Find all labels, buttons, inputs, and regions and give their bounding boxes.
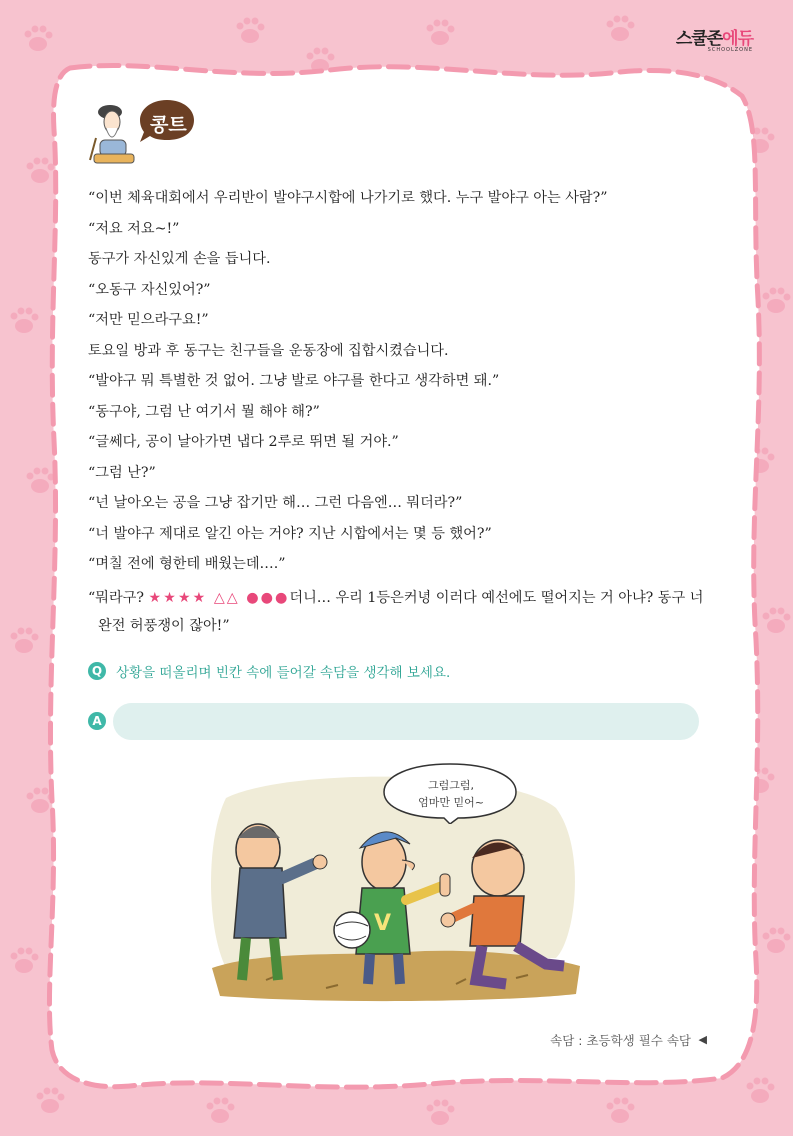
answer-marker: A [88, 712, 106, 730]
footer-caption: 속담 : 초등학생 필수 속담 [550, 1033, 691, 1048]
brand-subname: SCHOOLZONE [707, 47, 753, 53]
story-line: 동구가 자신있게 손을 듭니다. [88, 251, 271, 267]
story-line: “글쎄다, 공이 날아가면 냅다 2루로 뛰면 될 거야.” [88, 434, 399, 450]
question-marker: Q [88, 662, 106, 680]
svg-text:V: V [374, 911, 392, 936]
triangle-left-icon: ◀ [698, 1033, 707, 1046]
brand-name: 스쿨존 [675, 29, 723, 49]
question-text: 상황을 떠올리며 빈칸 속에 들어갈 속담을 생각해 보세요. [116, 665, 451, 681]
story-line: “이번 체육대회에서 우리반이 발야구시합에 나가기로 했다. 누구 발야구 아는 사람?” [88, 190, 608, 206]
answer-input[interactable] [113, 703, 699, 740]
story-last-end: 더니… 우리 1등은커녕 이러다 예선에도 떨어지는 거 아냐? 동구 너 완전 허풍쟁이 잖아!” [98, 589, 704, 634]
story-text [88, 183, 713, 640]
story-line: “저요 저요~!” [88, 220, 180, 237]
badge-label: 콩트 [150, 114, 187, 136]
story-line-last [88, 584, 713, 640]
blank-symbols: ★★★★ △△ ●●● [148, 589, 290, 606]
story-line: “넌 날아오는 공을 그냥 잡기만 해… 그런 다음엔… 뭐더라?” [88, 495, 463, 511]
question-row [88, 661, 450, 681]
story-line: “발야구 뭐 특별한 것 없어. 그냥 발로 야구를 한다고 생각하면 돼.” [88, 373, 500, 389]
story-line: “저만 믿으라구요!” [88, 312, 209, 328]
brand-accent: 에듀 [722, 29, 753, 49]
grandpa-character-icon [86, 98, 138, 168]
story-last-start: “뭐라구? [88, 589, 149, 606]
story-line: “그럼 난?” [88, 464, 156, 481]
speech-bubble-text [392, 777, 510, 811]
story-line: “오동구 자신있어?” [88, 281, 211, 298]
speech-line: 그럼그럼, [427, 779, 474, 792]
story-line: “동구야, 그럼 난 여기서 뭘 해야 해?” [88, 403, 320, 420]
story-line: 토요일 방과 후 동구는 친구들을 운동장에 집합시켰습니다. [88, 342, 449, 359]
story-line: “며칠 전에 형한테 배웠는데….” [88, 556, 286, 572]
speech-line: 엄마만 믿어~ [418, 796, 484, 809]
story-line: “너 발야구 제대로 알긴 아는 거야? 지난 시합에서는 몇 등 했어?” [88, 525, 492, 542]
